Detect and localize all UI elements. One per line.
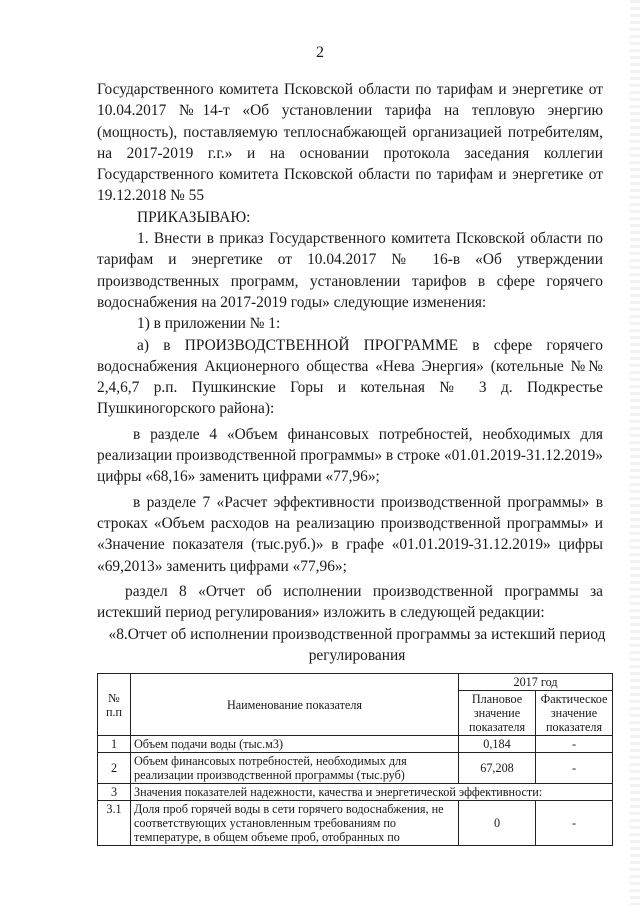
row-name: Объем подачи воды (тыс.м3)	[131, 736, 459, 753]
header-name: Наименование показателя	[131, 674, 459, 736]
row-plan: 0	[459, 801, 536, 846]
header-plan: Плановое значение показателя	[459, 691, 536, 736]
paragraph5-line: «Значение показателя (тыс.руб.)» в графе «01.01.2019-31.12.2019» цифры	[97, 536, 603, 554]
paragraph4-line: в разделе 4 «Объем финансовых потребностей, необходимых для	[133, 425, 603, 443]
paragraph3-line: Пушкиногорского района):	[97, 400, 275, 418]
row-name: Доля проб горячей воды в сети горячего водоснабжения, не соответствующих установленным требованиям по температуре, в общем объеме проб, отобранных по	[131, 801, 459, 846]
row-fact: -	[536, 801, 613, 846]
section-heading	[97, 624, 617, 666]
table-header-row	[98, 674, 613, 691]
table-row	[98, 784, 613, 801]
report-table	[97, 673, 613, 846]
header-fact: Фактическое значение показателя	[536, 691, 613, 736]
paragraph5-line: в разделе 7 «Расчет эффективности производственной программы» в	[133, 493, 603, 511]
paragraph5-line: строках «Объем расходов на реализацию производственной программы» и	[97, 514, 603, 532]
page-number: 2	[316, 44, 324, 61]
row-fact: -	[536, 736, 613, 753]
paragraph4-line: реализации производственной программы» в строке «01.01.2019-31.12.2019»	[97, 447, 603, 465]
paragraph4-line: цифры «68,16» заменить цифрами «77,96»;	[97, 468, 380, 486]
row-plan: 67,208	[459, 753, 536, 784]
paragraph2-line: тарифам и энергетике от 10.04.2017 № 16-в «Об утверждении	[97, 251, 603, 269]
paragraph3-line: 2,4,6,7 р.п. Пушкинские Горы и котельная № 3 д. Подкрестье	[97, 379, 603, 397]
row-num: 3.1	[98, 801, 131, 846]
table-row	[98, 736, 613, 753]
paragraph3-line: водоснабжения Акционерного общества «Нева Энергия» (котельные №№	[97, 357, 603, 375]
paragraph1-line: 10.04.2017 №14-т «Об установлении тарифа на тепловую энергию	[97, 102, 603, 120]
paragraph2-line: 1. Внести в приказ Государственного комитета Псковской области по	[137, 230, 603, 248]
row-num: 3	[98, 784, 131, 801]
row-name: Объем финансовых потребностей, необходимых для реализации производственной программы (тыс.руб)	[131, 753, 459, 784]
row-fact: -	[536, 753, 613, 784]
paragraph3-line: а) в ПРОИЗВОДСТВЕННОЙ ПРОГРАММЕ в сфере горячего	[137, 336, 603, 354]
paragraph6-line: раздел 8 «Отчет об исполнении производственной программы за	[125, 582, 603, 600]
row-num: 2	[98, 753, 131, 784]
row-plan: 0,184	[459, 736, 536, 753]
header-year: 2017 год	[459, 674, 613, 691]
section-heading-line: регулирования	[308, 647, 406, 664]
section-heading-line: «8.Отчет об исполнении производственной программы за истекший период	[108, 626, 606, 643]
paragraph1-line: Государственного комитета Псковской области по тарифам и энергетике от	[97, 81, 603, 98]
paragraph1-line: Государственного комитета Псковской области по тарифам и энергетике от	[97, 166, 603, 184]
scan-edge-decoration	[630, 0, 640, 905]
paragraph6-line: истекший период регулирования» изложить в следующей редакции:	[97, 604, 545, 622]
paragraph2-line: производственных программ, установлении тарифов в сфере горячего	[97, 272, 603, 290]
paragraph1-line: 19.12.2018 № 55	[97, 187, 205, 205]
item1-line: 1) в приложении № 1:	[137, 315, 281, 333]
row-name: Значения показателей надежности, качества и энергетической эффективности:	[131, 784, 613, 801]
paragraph5-line: «69,2013» заменить цифрами «77,96»;	[97, 557, 347, 575]
paragraph1-line: (мощность), поставляемую теплоснабжающей организацией потребителям,	[97, 123, 603, 141]
row-num: 1	[98, 736, 131, 753]
paragraph1-line: на 2017-2019 г.г.» и на основании протокола заседания коллегии	[97, 144, 603, 162]
order-word: ПРИКАЗЫВАЮ:	[137, 208, 251, 226]
header-num: № п.п	[98, 674, 131, 736]
table-row	[98, 753, 613, 784]
paragraph2-line: водоснабжения на 2017-2019 годы» следующие изменения:	[97, 293, 487, 311]
table-row	[98, 801, 613, 846]
document-body	[97, 79, 603, 623]
